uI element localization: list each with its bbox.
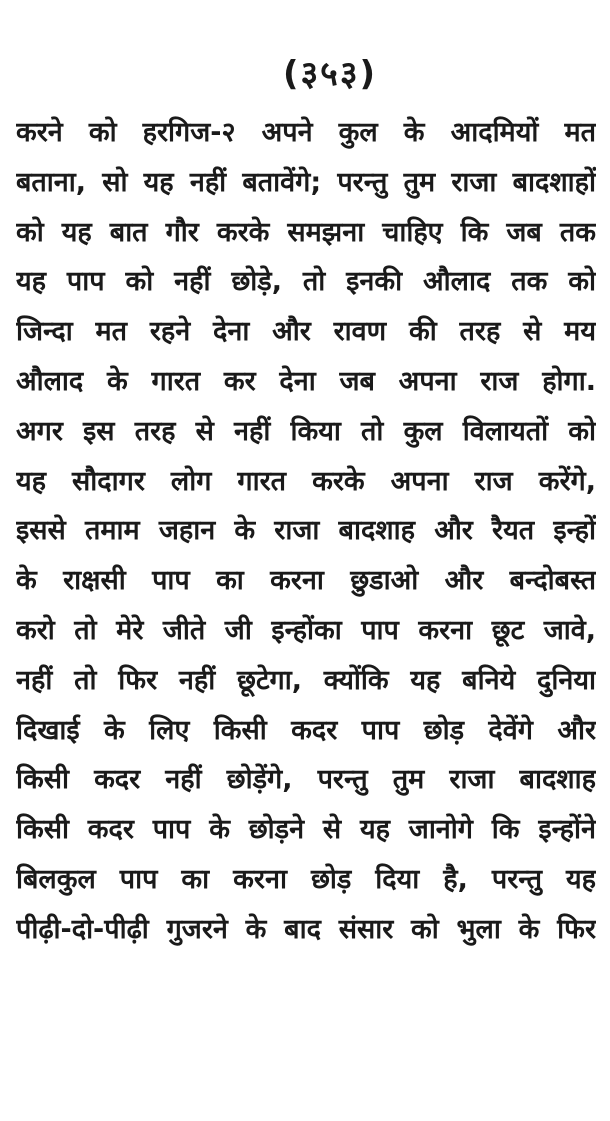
text-line: बिलकुल पाप का करना छोड़ दिया है, परन्तु यह — [16, 863, 596, 895]
text-line: को यह बात गौर करके समझना चाहिए कि जब तक — [16, 216, 596, 248]
text-line: किसी कदर नहीं छोड़ेंगे, परन्तु तुम राजा बादशाह — [16, 764, 596, 796]
text-line: बताना, सो यह नहीं बतावेंगे; परन्तु तुम राजा बादशाहों — [16, 166, 596, 198]
page-number: (३५३) — [282, 54, 378, 94]
text-line: किसी कदर पाप के छोड़ने से यह जानोगे कि इन्होंने — [16, 814, 596, 846]
text-line: पीढ़ी-दो-पीढ़ी गुजरने के बाद संसार को भुला के फिर — [16, 913, 596, 945]
text-line: करने को हरगिज-२ अपने कुल के आदमियों मत — [16, 117, 596, 148]
text-line: औलाद के गारत कर देना जब अपना राज होगा. — [16, 365, 596, 397]
body-text — [16, 108, 596, 955]
text-line: यह पाप को नहीं छोड़े, तो इनकी औलाद तक को — [16, 266, 596, 298]
text-line: इससे तमाम जहान के राजा बादशाह और रैयत इन्हों — [16, 515, 596, 547]
text-line: के राक्षसी पाप का करना छुडाओ और बन्दोबस्त — [16, 565, 596, 597]
text-line: करो तो मेरे जीते जी इन्होंका पाप करना छूट जावे, — [16, 614, 596, 646]
text-line: जिन्दा मत रहने देना और रावण की तरह से मय — [16, 316, 596, 348]
text-line: नहीं तो फिर नहीं छूटेगा, क्योंकि यह बनिये दुनिया — [16, 664, 596, 696]
text-line: दिखाई के लिए किसी कदर पाप छोड़ देवेंगे और — [16, 714, 596, 746]
text-line: यह सौदागर लोग गारत करके अपना राज करेंगे, — [16, 465, 596, 497]
text-line: अगर इस तरह से नहीं किया तो कुल विलायतों को — [16, 415, 596, 447]
